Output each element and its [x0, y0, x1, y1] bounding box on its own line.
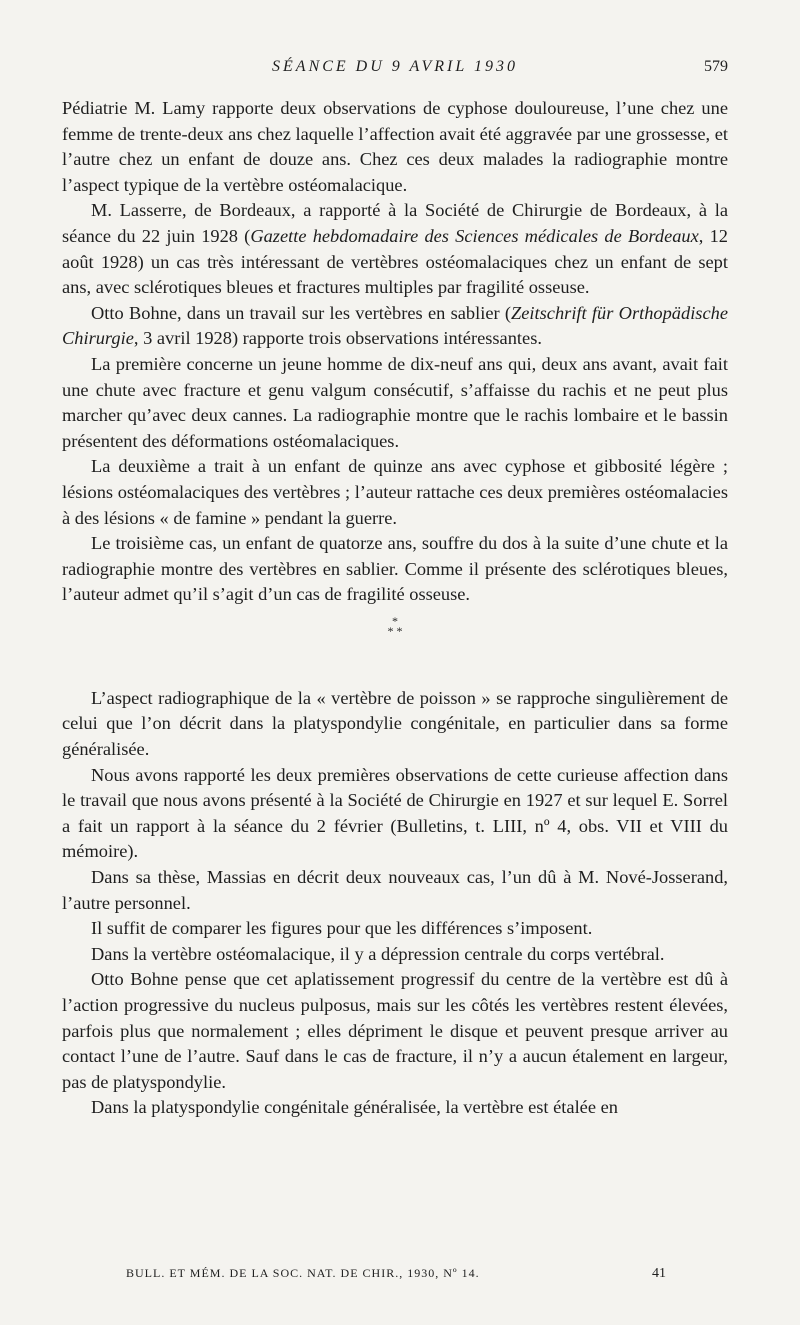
citation-journal: Gazette hebdomadaire des Sciences médicales de Bordeaux [250, 225, 699, 246]
paragraph: M. Lasserre, de Bordeaux, a rapporté à la Société de Chirurgie de Bordeaux, à la séance du 22 juin 1928 (Gazette hebdomadaire des Sciences médicales de Bordeaux, 12 août 1928) un cas très intéressant de vertèbres ostéomalaciques chez un enfant de sept ans, avec sclérotiques bleues et fractures multiples par fragilité osseuse. [62, 200, 728, 298]
section-separator [62, 608, 728, 652]
section-gap [62, 652, 728, 686]
paragraph: Nous avons rapporté les deux premières observations de cette curieuse affection dans le travail que nous avons présenté à la Société de Chirurgie en 1927 et sur lequel E. Sorrel a fait un rapport à la séance du 2 février (Bulletins, t. LIII, nº 4, obs. VII et VIII du mémoire). [62, 764, 728, 862]
paragraph: Otto Bohne pense que cet aplatissement progressif du centre de la vertèbre est dû à l’action progressive du nucleus pulposus, mais sur les côtés les vertèbres restent élevées, parfois plus que normalement ; elles dépriment le disque et peuvent presque arriver au contact l’une de l’autre. Sauf dans le cas de fracture, il n’y a aucun étalement en largeur, pas de platyspondylie. [62, 969, 728, 1092]
paragraph: Le troisième cas, un enfant de quatorze ans, souffre du dos à la suite d’une chute et la radiographie montre des vertèbres en sablier. Comme il présente des sclérotiques bleues, l’auteur admet qu’il s’agit d’un cas de fragilité osseuse. [62, 533, 728, 605]
paragraph: L’aspect radiographique de la « vertèbre de poisson » se rapproche singulièrement de celui que l’on décrit dans la platyspondylie congénitale, en particulier dans sa forme généralisée. [62, 687, 728, 760]
paragraph: La première concerne un jeune homme de dix-neuf ans qui, deux ans avant, avait fait une chute avec fracture et genu valgum consécutif, s’affaisse du rachis et ne peut plus marcher qu’avec deux cannes. La radiographie montre que le rachis lombaire et le bassin présentent des déformations ostéomalaciques. [62, 353, 728, 451]
paragraph: Dans la platyspondylie congénitale généralisée, la vertèbre est étalée en [91, 1097, 618, 1118]
running-title: SÉANCE DU 9 AVRIL 1930 [272, 58, 518, 75]
footer-citation: BULL. ET MÉM. DE LA SOC. NAT. DE CHIR., 1930, Nº 14. [126, 1266, 480, 1280]
paragraph: Dans sa thèse, Massias en décrit deux nouveaux cas, l’un dû à M. Nové-Josserand, l’autre personnel. [62, 867, 728, 913]
paragraph: Il suffit de comparer les figures pour que les différences s’imposent. [91, 918, 593, 939]
paragraph: Pédiatrie M. Lamy rapporte deux observations de cyphose douloureuse, l’une chez une femme de trente-deux ans chez laquelle l’affection avait été aggravée par une grossesse, et l’autre chez un enfant de douze ans. Chez ces deux malades la radiographie montre l’aspect typique de la vertèbre ostéomalacique. [62, 98, 728, 195]
body-text [62, 96, 728, 1121]
paragraph: Dans la vertèbre ostéomalacique, il y a dépression centrale du corps vertébral. [91, 943, 665, 964]
paragraph: Otto Bohne, dans un travail sur les vertèbres en sablier (Zeitschrift für Orthopädische Chirurgie, 3 avril 1928) rapporte trois observations intéressantes. [62, 302, 728, 349]
separator-star-top: * [392, 613, 398, 628]
running-header [62, 58, 728, 88]
signature-mark: 41 [652, 1266, 666, 1281]
paragraph: La deuxième a trait à un enfant de quinze ans avec cyphose et gibbosité légère ; lésions ostéomalaciques des vertèbres ; l’auteur rattache ces deux premières ostéomalacies à des lésions « de famine » pendant la guerre. [62, 456, 728, 528]
separator-star-bottom: * * [387, 623, 403, 638]
page-number: 579 [704, 58, 728, 75]
citation-journal: Zeitschrift für Orthopädische Chirurgie [62, 302, 728, 349]
